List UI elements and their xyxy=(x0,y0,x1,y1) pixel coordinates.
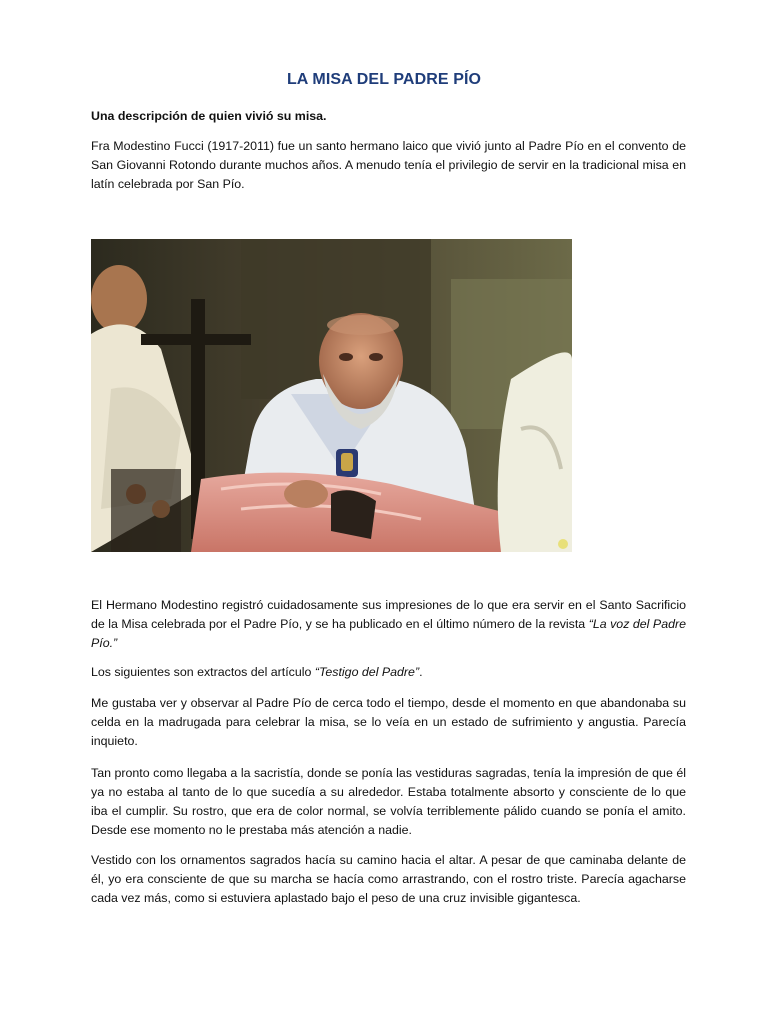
intro-paragraph: Fra Modestino Fucci (1917-2011) fue un santo hermano laico que vivió junto al Padre Pío en el convento de San Giovanni Rotondo durante muchos años. A menudo tenía el privilegio de servir en la tradicional misa en latín celebrada por San Pío. xyxy=(91,139,686,191)
document-title: LA MISA DEL PADRE PÍO xyxy=(286,71,482,88)
paragraph-text: El Hermano Modestino registró cuidadosamente sus impresiones de lo que era servir en el Santo Sacrificio de la Misa celebrada por el Padre Pío, y se ha publicado en el último número de la revista xyxy=(91,598,686,631)
photo-illustration xyxy=(91,239,572,552)
paragraph-altar: Vestido con los ornamentos sagrados hacía su camino hacia el altar. A pesar de que caminaba delante de él, yo era consciente de que su marcha se hacía como arrastrando, con el rostro triste. Parecía agacharse cada vez más, como si estuviera aplastado bajo el peso de una cruz invisible gigantesca. xyxy=(91,853,686,905)
padre-pio-photo xyxy=(91,239,572,552)
paragraph-hermano-modestino xyxy=(91,596,686,653)
paragraph-end: . xyxy=(419,665,423,679)
paragraph-text: Los siguientes son extractos del artículo xyxy=(91,665,315,679)
article-title: “Testigo del Padre” xyxy=(314,665,420,679)
document-subtitle: Una descripción de quien vivió su misa. xyxy=(91,109,327,123)
paragraph-observar: Me gustaba ver y observar al Padre Pío de cerca todo el tiempo, desde el momento en que abandonaba su celda en la madrugada para celebrar la misa, se lo veía en un estado de sufrimiento y angustia. Parecía inquieto. xyxy=(91,696,686,748)
magazine-title: “La voz del Padre Pío.” xyxy=(91,617,686,650)
paragraph-sacristia: Tan pronto como llegaba a la sacristía, donde se ponía las vestiduras sagradas, tenía la impresión de que él ya no estaba al tanto de lo que sucedía a su alrededor. Estaba totalmente absorto y consciente de lo que iba el cumplir. Su rostro, que era de color normal, se volvía terriblemente pálido cuando se ponía el amito. Desde ese momento no le prestaba más atención a nadie. xyxy=(91,766,686,837)
paragraph-extractos xyxy=(91,663,686,682)
